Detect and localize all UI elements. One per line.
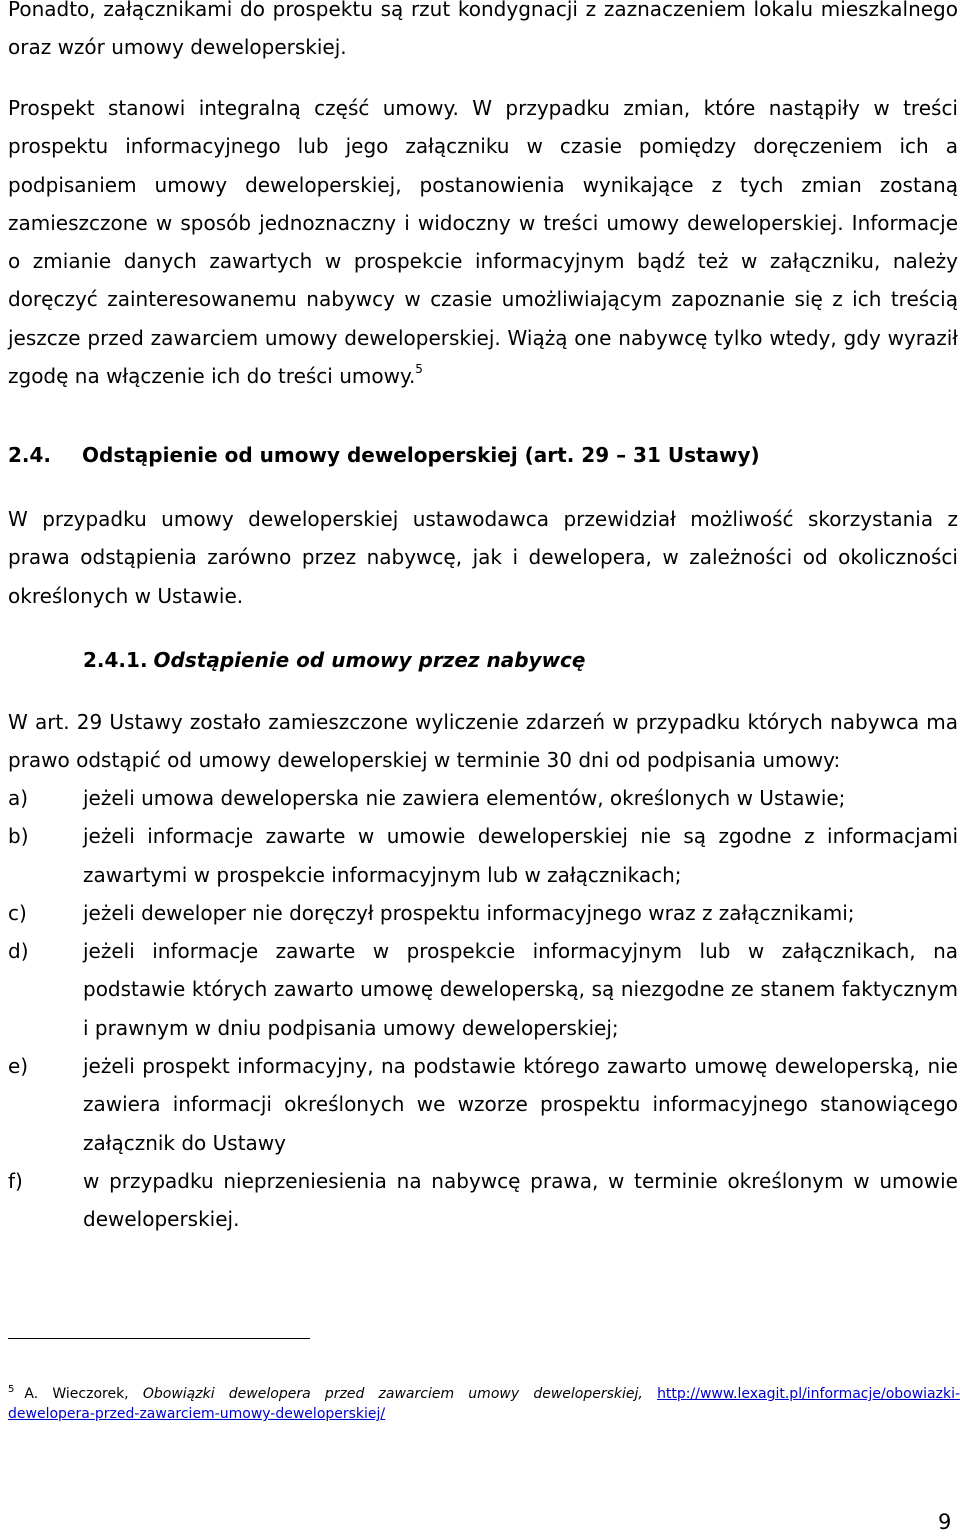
list-item — [8, 894, 958, 932]
paragraph-withdrawal-intro: W przypadku umowy deweloperskiej ustawodawca przewidział możliwość skorzystania z prawa odstąpienia zarówno przez nabywcę, jak i dewelopera, w zależności od okoliczności określonych w Ustawie. — [8, 507, 958, 608]
section-number: 2.4. — [8, 443, 52, 467]
section-title: Odstąpienie od umowy deweloperskiej (art. 29 – 31 Ustawy) — [82, 443, 760, 467]
paragraph-prospectus-integral — [8, 89, 958, 395]
paragraph-prospectus-text: Prospekt stanowi integralną część umowy. W przypadku zmian, które nastąpiły w treści prospektu informacyjnego lub jego załączniku w czasie pomiędzy doręczeniem ich a podpisaniem umowy deweloperskiej, postanowienia wynikające z tych zmian zostaną zamieszczone w sposób jednoznaczny i widoczny w treści umowy deweloperskiej. Informacje o zmianie danych zawartych w prospekcie informacyjnym bądź też w załączniku, należy doręczyć zainteresowanemu nabywcy w czasie umożliwiającym zapoznanie się z ich treścią jeszcze przed zawarciem umowy deweloperskiej. Wiążą one nabywcę tylko wtedy, gdy wyraził zgodę na włączenie ich do treści umowy. — [8, 96, 958, 389]
footnote-title: Obowiązki dewelopera przed zawarciem umowy deweloperskiej, — [142, 1386, 643, 1402]
list-marker: a) — [8, 786, 29, 810]
footnote-number: 5 — [8, 1384, 15, 1395]
list-item — [8, 779, 958, 817]
list-item-text: jeżeli informacje zawarte w prospekcie informacyjnym lub w załącznikach, na podstawie których zawarto umowę deweloperską, są niezgodne ze stanem faktycznym i prawnym w dniu podpisania umowy deweloperskiej; — [83, 939, 958, 1040]
footnote-separator — [8, 1338, 310, 1339]
list-item — [8, 1047, 958, 1162]
list-marker: b) — [8, 824, 29, 849]
footnote-author: A. Wieczorek, — [24, 1386, 129, 1402]
list-marker: d) — [8, 939, 29, 964]
list-item-text: w przypadku nieprzeniesienia na nabywcę prawa, w terminie określonym w umowie deweloperskiej. — [83, 1168, 958, 1232]
footnote-link[interactable]: http://www.lexagit.pl/informacje/obowiazki-dewelopera-przed-zawarciem-umowy-deweloperskiej/ — [8, 1386, 960, 1422]
list-item-text: jeżeli umowa deweloperska nie zawiera elementów, określonych w Ustawie; — [83, 786, 846, 810]
subsection-title: Odstąpienie od umowy przez nabywcę — [153, 648, 586, 672]
list-item — [8, 817, 958, 894]
footnote — [8, 1380, 960, 1424]
page-number: 9 — [938, 1510, 952, 1534]
paragraph-attachments: Ponadto, załącznikami do prospektu są rzut kondygnacji z zaznaczeniem lokalu mieszkalnego oraz wzór umowy deweloperskiej. — [8, 0, 958, 60]
list-item-text: jeżeli informacje zawarte w umowie deweloperskiej nie są zgodne z informacjami zawartymi w prospekcie informacyjnym lub w załącznikach; — [83, 824, 958, 887]
footnote-reference[interactable]: 5 — [415, 362, 423, 377]
subsection-number: 2.4.1. — [83, 648, 148, 672]
paragraph-art29: W art. 29 Ustawy zostało zamieszczone wyliczenie zdarzeń w przypadku których nabywca ma prawo odstąpić od umowy deweloperskiej w terminie 30 dni od podpisania umowy: — [8, 710, 958, 773]
list-item-text: jeżeli deweloper nie doręczył prospektu informacyjnego wraz z załącznikami; — [83, 900, 855, 925]
section-heading — [8, 436, 958, 474]
list-item — [8, 1162, 958, 1239]
subsection-heading — [83, 641, 953, 679]
list-item — [8, 932, 958, 1047]
list-item-text: jeżeli prospekt informacyjny, na podstawie którego zawarto umowę deweloperską, nie zawiera informacji określonych we wzorze prospektu informacyjnego stanowiącego załącznik do Ustawy — [83, 1054, 958, 1155]
list-marker: c) — [8, 900, 27, 925]
list-marker: e) — [8, 1054, 29, 1079]
withdrawal-conditions-list — [8, 779, 958, 1239]
list-marker: f) — [8, 1168, 23, 1193]
